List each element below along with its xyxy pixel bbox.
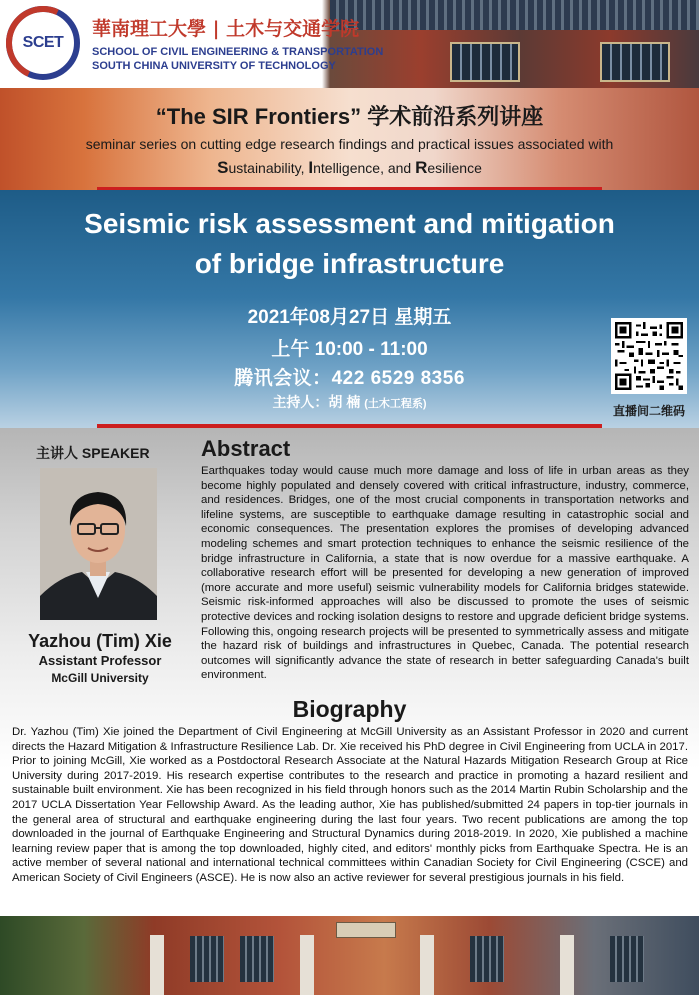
biography-text: Dr. Yazhou (Tim) Xie joined the Department of Civil Engineering at McGill University as an Assistant Professor in 2020 and current directs the Hazard Mitigation & Infrastructure Resilience Lab. Dr. Xie received his PhD degree in Civil Engineering from UCLA in 2017. Prior to joining McGill, Xie worked as a Postdoctoral Research Associate at the Natural Hazards Mitigation Research Group at Rice University during 2017-2019. His research expertise contributes to the research and practice in promoting a hazard resilient and sustainable built environment. Xie has been recognized in his field through honors such as the 2014 Martin Rubin Scholarship and the 2017 UCLA Dissertation Year Fellowship Award. As the leading author, Xie has published/submitted 24 papers in top-tier journals in the general area of structural and earthquake engineering during the last four years. Two recent publications are among the top downloaded in the journal of Earthquake Engineering and Structural Dynamics during 2018-2019. In 2020, Xie published a machine learning review paper that is among the top downloaded, highly cited, and editors' monthly picks from Earthquake Spectra. He is an active member of several national and international technical committees within Canadian Society for Civil Engineering (CSCE) and American Society of Civil Engineers (ASCE). He is now also an active reviewer for several prestigious journals in his field. bbox=[12, 726, 688, 884]
footer-building-image bbox=[0, 916, 699, 995]
series-subtitle: seminar series on cutting edge research findings and practical issues associated with bbox=[85, 136, 614, 152]
university-name-english: SOUTH CHINA UNIVERSITY OF TECHNOLOGY bbox=[92, 60, 336, 72]
talk-title-continued: of bridge infrastructure bbox=[194, 248, 505, 279]
series-themes: Sustainability, Intelligence, and Resilience bbox=[217, 158, 482, 177]
biography-heading: Biography bbox=[292, 696, 407, 722]
building-window-image bbox=[190, 936, 224, 982]
building-window-image bbox=[470, 936, 504, 982]
school-name-chinese: 華南理工大學 | 土木与交通学院 bbox=[92, 18, 360, 40]
series-title: “The SIR Frontiers” 学术前沿系列讲座 bbox=[155, 104, 544, 129]
speaker-role: Assistant Professor bbox=[38, 653, 162, 668]
abstract-text: Earthquakes today would cause much more damage and loss of life in urban areas as they become highly populated and densely covered with critical infrastructure, industry, commerce, and residences. Bridges, one of the most crucial components in transportation networks and lifeline systems, are susceptible to earthquake damage resulting in catastrophic social and economic consequences. The presentation explores the promises of developing advanced modeling schemes and smart protection techniques to enhance the seismic resilience of the bridge infrastructure in California, a state that is now overdue for a massive earthquake. A collaborative research effort will be presented for developing a new generation of improved (more accurate and more useful) seismic vulnerability models for California bridges statewide. Seismic risk-informed approaches will also be discussed to promote the uses of seismic protective devices and rocking isolation designs to restore and upgrade deficient bridge systems. Following this, ongoing research projects will be presented to symmetrically assess and mitigate the hazard risk of buildings and infrastructures in Quebec, Canada. The potential research outcomes will significantly advance the state of research in better safeguarding Canada's built environment. bbox=[201, 465, 689, 682]
abstract-heading: Abstract bbox=[201, 436, 291, 461]
meeting-id: 腾讯会议：422 6529 8356 bbox=[234, 368, 465, 389]
building-column bbox=[560, 935, 574, 995]
scet-logo bbox=[6, 6, 80, 80]
speaker-label: 主讲人 SPEAKER bbox=[36, 445, 150, 461]
qr-code-label: 直播间二维码 bbox=[612, 404, 685, 418]
talk-time: 上午 10:00 - 11:00 bbox=[271, 339, 428, 360]
building-window-image bbox=[450, 42, 520, 82]
building-roof-image bbox=[330, 0, 699, 30]
building-sign bbox=[336, 922, 396, 938]
qr-code[interactable] bbox=[611, 318, 687, 394]
speaker-institution: McGill University bbox=[51, 671, 149, 685]
speaker-portrait-image bbox=[40, 468, 157, 620]
logo-text: SCET bbox=[22, 34, 64, 51]
building-window-image bbox=[610, 936, 644, 982]
building-column bbox=[420, 935, 434, 995]
speaker-name: Yazhou (Tim) Xie bbox=[28, 631, 172, 651]
talk-title: Seismic risk assessment and mitigation bbox=[84, 208, 615, 239]
talk-date: 2021年08月27日 星期五 bbox=[247, 307, 452, 328]
building-window-image bbox=[240, 936, 274, 982]
speaker-photo bbox=[40, 468, 157, 620]
building-column bbox=[300, 935, 314, 995]
school-name-english: SCHOOL OF CIVIL ENGINEERING & TRANSPORTATION bbox=[92, 46, 384, 58]
building-column bbox=[150, 935, 164, 995]
qr-code-icon bbox=[615, 322, 683, 390]
host-info: 主持人：胡 楠 (土木工程系) bbox=[272, 394, 427, 410]
building-window-image bbox=[600, 42, 670, 82]
